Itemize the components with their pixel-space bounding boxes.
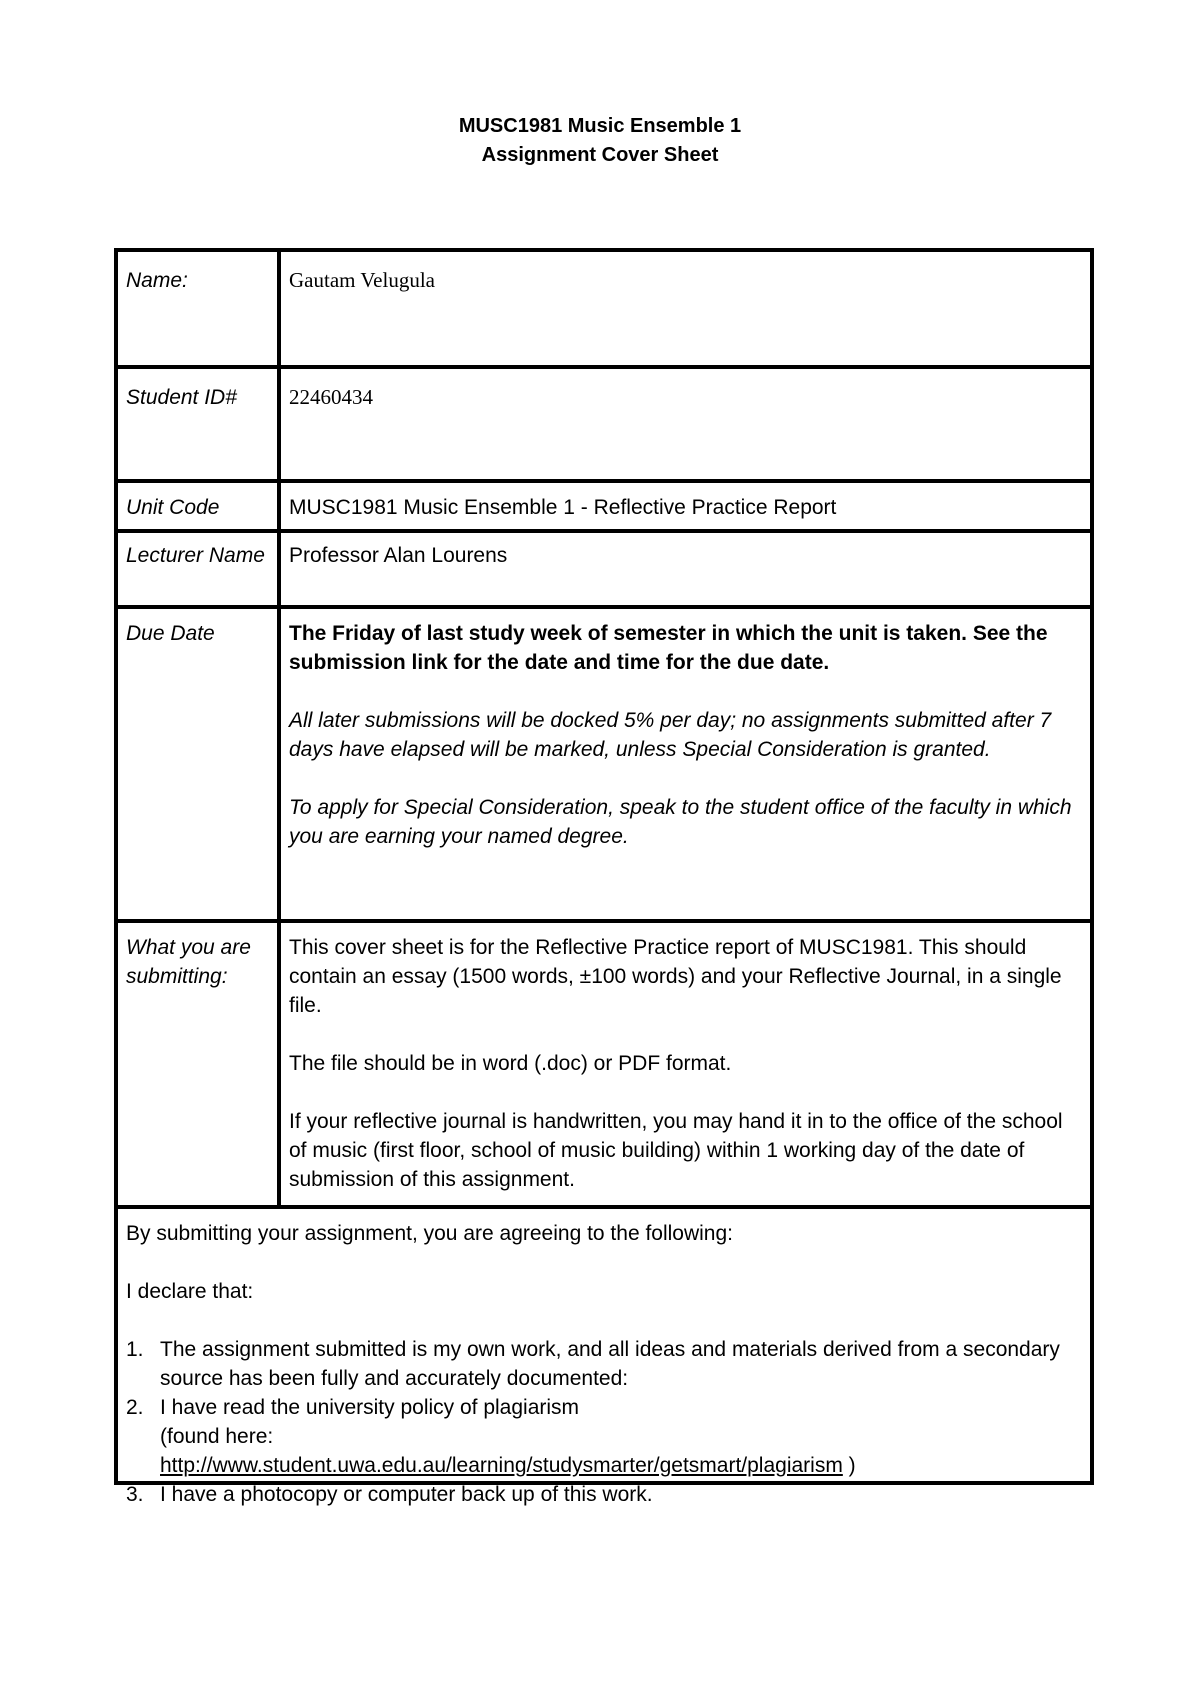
special-consideration-text: To apply for Special Consideration, speak to the student office of the faculty in which you are earning your named degree. <box>289 796 1072 848</box>
document-header <box>0 112 1200 170</box>
declaration-list <box>126 1335 1078 1509</box>
submitting-value <box>281 923 1090 1205</box>
document-title: MUSC1981 Music Ensemble 1 <box>458 115 742 137</box>
student-id-label: Student ID# <box>118 369 281 479</box>
due-date-label: Due Date <box>118 609 281 919</box>
declaration-item-3 <box>126 1480 1078 1509</box>
lecturer-label: Lecturer Name <box>118 533 281 605</box>
name-label: Name: <box>118 252 281 365</box>
item-text: The assignment submitted is my own work, and all ideas and materials derived from a secondary source has been fully and accurately documented: <box>160 1338 1060 1390</box>
item-number: 3. <box>126 1483 144 1506</box>
name-value: Gautam Velugula <box>289 268 435 292</box>
declaration-block <box>118 1209 1090 1506</box>
declaration-item-1 <box>126 1335 1078 1393</box>
submitting-para-3: If your reflective journal is handwritten, you may hand it in to the office of the school of music (first floor, school of music building) within 1 working day of the date of submission of this assignment. <box>289 1110 1063 1191</box>
declaration-declare: I declare that: <box>126 1280 254 1303</box>
unit-code-label: Unit Code <box>118 483 281 529</box>
item-text: I have a photocopy or computer back up of this work. <box>160 1483 653 1506</box>
student-id-value: 22460434 <box>289 385 373 409</box>
due-date-value <box>281 609 1090 919</box>
item-close-paren: ) <box>842 1454 856 1477</box>
document-subtitle: Assignment Cover Sheet <box>481 144 719 166</box>
due-date-text: The Friday of last study week of semester in which the unit is taken. See the submission link for the date and time for the due date. <box>289 622 1048 674</box>
lecturer-value: Professor Alan Lourens <box>289 544 508 567</box>
row-unit-code <box>118 483 1090 533</box>
plagiarism-policy-link[interactable]: http://www.student.uwa.edu.au/learning/studysmarter/getsmart/plagiarism <box>160 1454 843 1477</box>
row-lecturer <box>118 533 1090 609</box>
row-declaration <box>118 1209 1090 1506</box>
declaration-intro: By submitting your assignment, you are agreeing to the following: <box>126 1222 734 1245</box>
item-body <box>160 1393 856 1480</box>
row-student-id <box>118 369 1090 483</box>
item-number: 1. <box>126 1338 144 1361</box>
submitting-para-2: The file should be in word (.doc) or PDF format. <box>289 1052 732 1075</box>
item-text: I have read the university policy of plagiarism <box>160 1396 580 1419</box>
unit-code-value: MUSC1981 Music Ensemble 1 - Reflective Practice Report <box>289 496 837 519</box>
row-due-date <box>118 609 1090 923</box>
cover-sheet-table <box>114 248 1094 1506</box>
item-found-here: (found here: <box>160 1425 274 1448</box>
declaration-item-2 <box>126 1393 1078 1480</box>
item-number: 2. <box>126 1396 144 1419</box>
submitting-para-1: This cover sheet is for the Reflective Practice report of MUSC1981. This should contain an essay (1500 words, ±100 words) and your Reflective Journal, in a single file. <box>289 936 1062 1017</box>
submitting-label: What you are submitting: <box>118 923 281 1205</box>
late-policy-text: All later submissions will be docked 5% per day; no assignments submitted after 7 days have elapsed will be marked, unless Special Consideration is granted. <box>289 709 1052 761</box>
row-submitting <box>118 923 1090 1209</box>
row-name <box>118 252 1090 369</box>
